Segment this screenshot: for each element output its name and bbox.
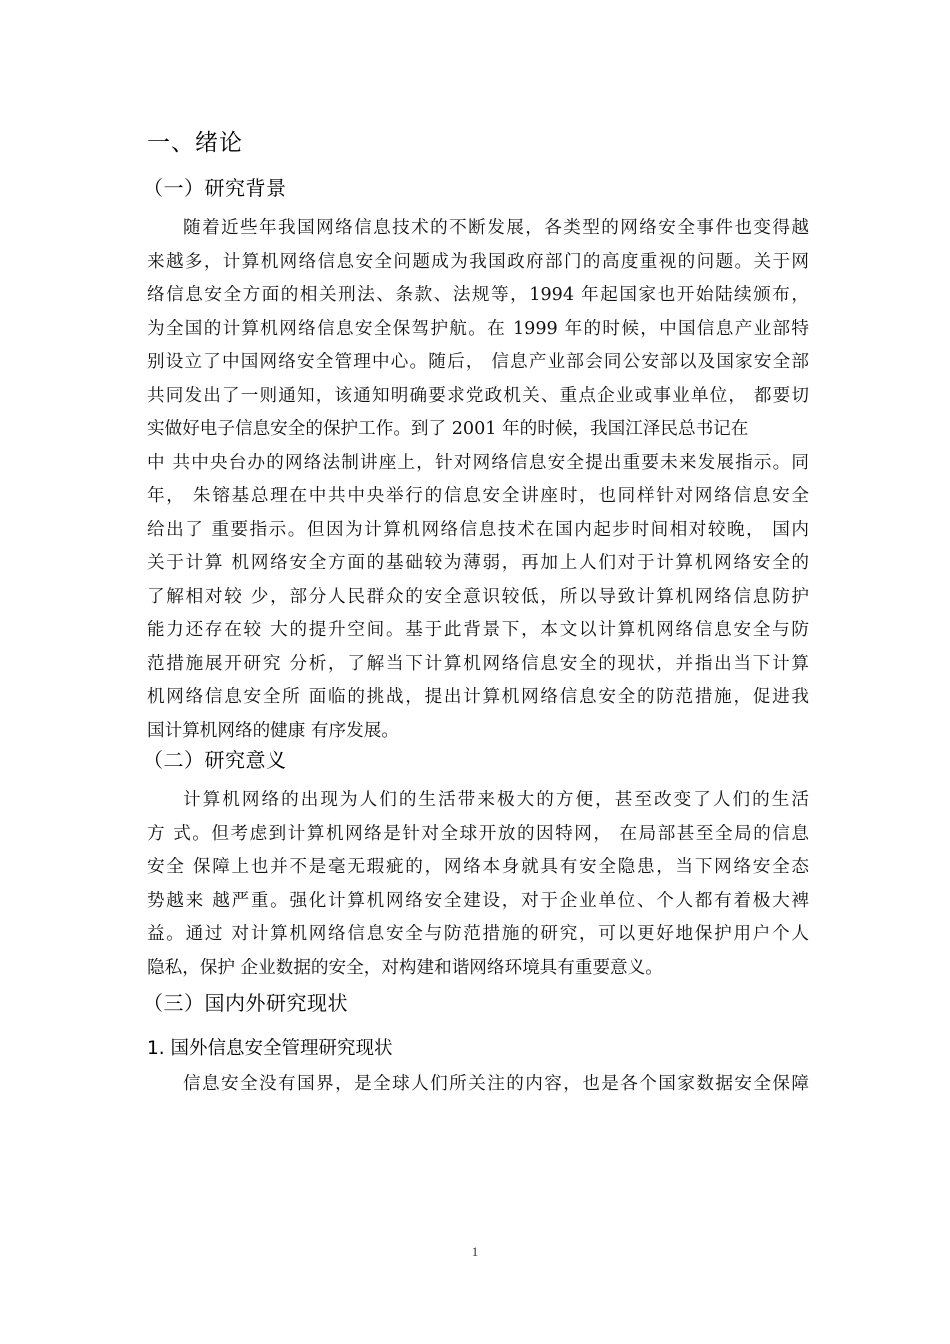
text-line: 中 共中央台办的网络法制讲座上，针对网络信息安全提出重要未来发展指示。同: [147, 452, 809, 473]
text-line: 安全 保障上也并不是毫无瑕疵的，网络本身就具有安全隐患，当下网络安全态: [147, 857, 809, 877]
text-line: 国计算机网络的健康 有序发展。: [147, 720, 399, 741]
text-line: 别设立了中国网络安全管理中心。随后， 信息产业部会同公安部以及国家安全部: [147, 352, 809, 372]
text-line: 为全国的计算机网络信息安全保驾护航。在 1999 年的时候，中国信息产业部特: [147, 318, 809, 339]
paragraph-foreign-status: [147, 1068, 809, 1102]
text-line: 机网络信息安全所 面临的挑战，提出计算机网络信息安全的防范措施，促进我: [147, 687, 809, 707]
text-line: 范措施展开研究 分析，了解当下计算机网络信息安全的现状，并指出当下计算: [147, 653, 809, 674]
text-line: 能力还存在较 大的提升空间。基于此背景下，本文以计算机网络信息安全与防: [147, 620, 809, 640]
text-line: 络信息安全方面的相关刑法、条款、法规等，1994 年起国家也开始陆续颁布，: [147, 285, 809, 305]
section-heading-research-status: （三）国内外研究现状: [143, 991, 348, 1015]
text-line: 势越来 越严重。强化计算机网络安全建设，对于企业单位、个人都有着极大裨: [147, 890, 809, 911]
text-line: 隐私，保护 企业数据的安全，对构建和谐网络环境具有重要意义。: [147, 957, 663, 978]
text-line: 来越多，计算机网络信息安全问题成为我国政府部门的高度重视的问题。关于网: [147, 251, 809, 272]
text-line: 关于计算 机网络安全方面的基础较为薄弱，再加上人们对于计算机网络安全的: [147, 553, 809, 573]
text-line: 年， 朱镕基总理在中共中央举行的信息安全讲座时，也同样针对网络信息安全: [147, 486, 809, 506]
text-line: 了解相对较 少，部分人民群众的安全意识较低，所以导致计算机网络信息防护: [147, 586, 809, 607]
paragraph-significance: [147, 784, 809, 985]
text-line: 给出了 重要指示。但因为计算机网络信息技术在国内起步时间相对较晚， 国内: [147, 519, 809, 540]
text-line: 实做好电子信息安全的保护工作。到了 2001 年的时候，我国江泽民总书记在: [147, 419, 749, 439]
text-line: 益。通过 对计算机网络信息安全与防范措施的研究，可以更好地保护用户个人: [147, 924, 809, 944]
chapter-title: 一、绪论: [147, 130, 243, 156]
section-heading-background: （一）研究背景: [143, 176, 287, 200]
section-heading-significance: （二）研究意义: [143, 748, 287, 772]
text-line: 计算机网络的出现为人们的生活带来极大的方便，甚至改变了人们的生活: [183, 790, 809, 810]
page-number: 1: [471, 1244, 479, 1259]
paragraph-background: [147, 212, 809, 748]
subsection-heading-foreign-status: 1. 国外信息安全管理研究现状: [147, 1038, 393, 1059]
text-line: 信息安全没有国界，是全球人们所关注的内容，也是各个国家数据安全保障: [183, 1074, 809, 1094]
text-line: 方 式。但考虑到计算机网络是针对全球开放的因特网， 在局部甚至全局的信息: [147, 823, 809, 844]
text-line: 随着近些年我国网络信息技术的不断发展，各类型的网络安全事件也变得越: [183, 218, 809, 238]
text-line: 共同发出了一则通知，该通知明确要求党政机关、重点企业或事业单位， 都要切: [147, 385, 809, 406]
